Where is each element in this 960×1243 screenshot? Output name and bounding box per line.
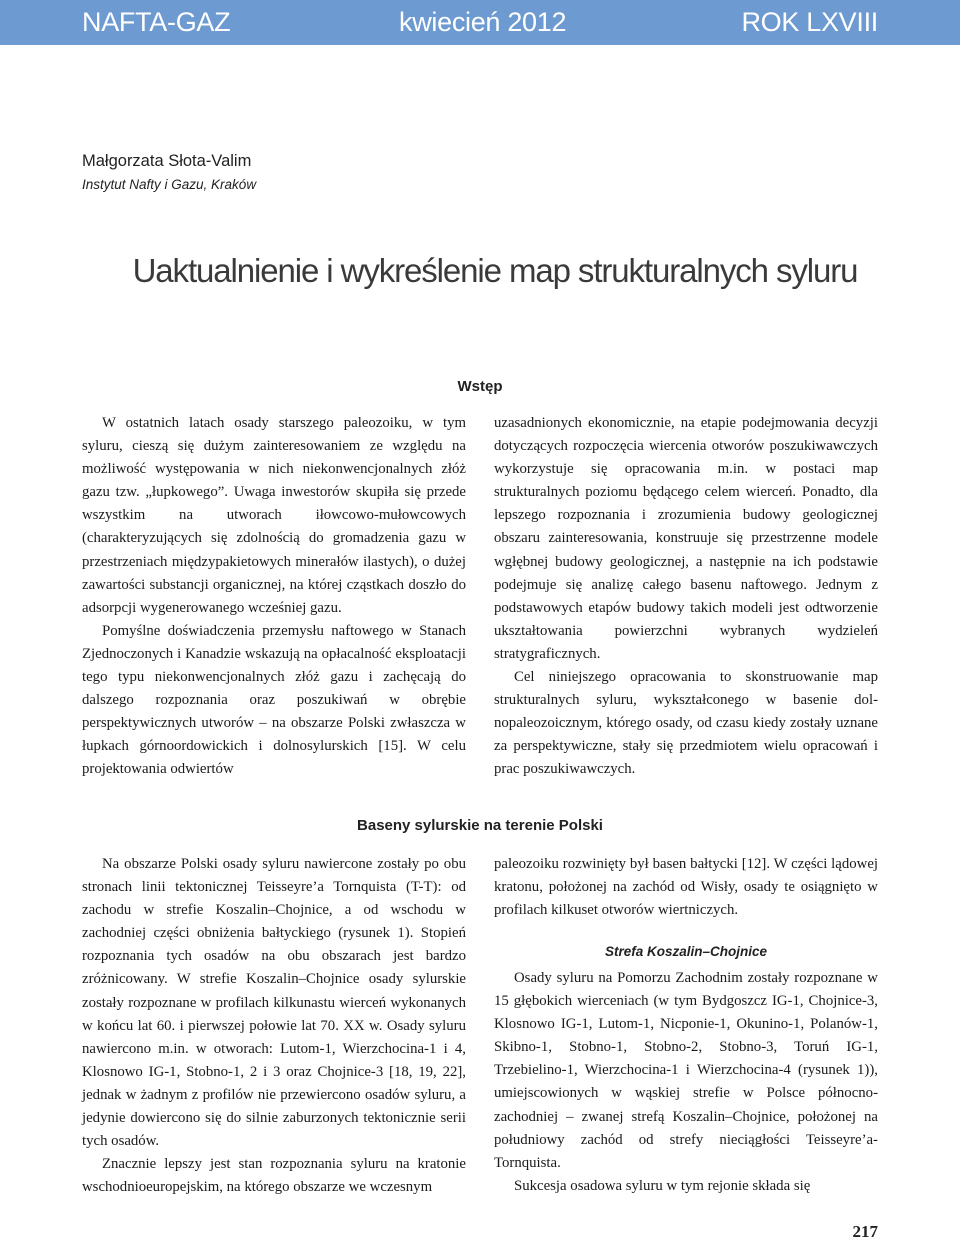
column-left-baseny <box>82 853 466 1199</box>
author-affiliation: Instytut Nafty i Gazu, Kraków <box>82 177 257 192</box>
journal-volume: ROK LXVIII <box>741 7 878 37</box>
journal-header-bar <box>0 0 960 45</box>
paragraph: Na obszarze Polski osady syluru nawiercone zostały po obu stronach linii tektonicznej Teisseyre’a Tornquista (T-T): od zachodu w strefie Koszalin–Chojnice, a od wschodu w zachodniej części obniżenia bałtyckiego (rysunek 1). Stopień rozpoznania tych osadów na obu obszarach jest bardzo zróżnicowany. W strefie Koszalin–Chojnice osady sylurskie zostały rozpoznane w profilach kilkunastu wierceń wykonanych w końcu lat 60. i pierwszej połowie lat 70. XX w. Osady syluru nawiercono m.in. w otworach: Lutom-1, Wierzchocina-1 i 4, Klosnowo IG-1, Stobno-1, 2 i 3 oraz Chojnice-3 [18, 19, 22], jednak w żadnym z profilów nie przewiercono osadów syluru, a jedynie dowiercono się do silnie zaburzonych tektonicznie serii tych osadów. <box>82 856 466 1150</box>
column-right-wstep <box>494 412 878 782</box>
column-left-wstep <box>82 412 466 782</box>
author-name: Małgorzata Słota-Valim <box>82 152 252 170</box>
journal-name: NAFTA-GAZ <box>82 7 231 37</box>
article-title: Uaktualnienie i wykreślenie map strukturalnych syluru <box>132 252 858 289</box>
paragraph: Osady syluru na Pomorzu Zachodnim zostały rozpoznane w 15 głębokich wierceniach (w tym Bydgoszcz IG-1, Chojnice-3, Klosnowo IG-1, Lutom-1, Nicponie-1, Okunino-1, Polanów-1, Skibno-1, Stobno-1, Stobno-2, Stobno-3, Toruń IG-1, Trzebielino-1, Wierzchocina-1 i Wierzchocina-4 (rysunek 1)), umiejscowionych w wąskiej strefie w Polsce północno-zachodniej – zwanej strefą Koszalin–Chojnice, położonej na południowy zachód od strefy nieciągłości Teisseyre’a-Tornquista. <box>494 970 878 1171</box>
section-heading-wstep: Wstęp <box>457 378 503 395</box>
subsection-heading-strefa: Strefa Koszalin–Chojnice <box>604 944 768 959</box>
paragraph: W ostatnich latach osady starszego paleozoiku, w tym syluru, cieszą się dużym zainteresowaniem ze względu na możliwość występowania w nich niekonwencjonalnych złóż gazu tzw. „łupkowego”. Uwaga inwestorów skupiła się przede wszystkim na utworach iłowcowo-mułowcowych (charakteryzujących się zdolnością do gromadzenia gazu w przestrzeniach międzypakietowych minerałów ilastych), o dużej zawartości substancji organicznej, na której cząstkach doszło do adsorpcji wygenerowanego wcześniej gazu. <box>82 415 466 616</box>
paragraph: Pomyślne doświadczenia przemysłu naftowego w Stanach Zjednoczonych i Kanadzie wskazują na opłacalność eksploatacji tego typu niekonwencjonalnych złóż gazu i zachęcają do dalszego rozpoznania oraz poszukiwań w obrębie perspektywicznych utworów – na obszarze Polski zwłaszcza w łupkach górnoordowickich i dolnosylurskich [15]. W celu projektowania odwiertów <box>82 622 466 778</box>
paragraph: Znacznie lepszy jest stan rozpoznania syluru na kratonie wschodnioeuropejskim, na którego obszarze we wczesnym <box>82 1156 466 1196</box>
column-right-strefa <box>494 967 878 1198</box>
issue-date: kwiecień 2012 <box>399 7 567 37</box>
paragraph: Sukcesja osadowa syluru w tym rejonie składa się <box>514 1177 811 1194</box>
section-heading-baseny: Baseny sylurskie na terenie Polski <box>357 817 603 834</box>
paragraph: Cel niniejszego opracowania to skonstruowanie map strukturalnych syluru, wykształconego w basenie dolnopaleozoicznym, którego osady, od czasu kiedy zostały uznane za perspektywiczne, stały się przedmiotem wielu opracowań i prac poszukiwawczych. <box>494 669 878 778</box>
paragraph-continuation: uzasadnionych ekonomicznie, na etapie podejmowania decyzji dotyczących rozpoczęcia wiercenia otworów poszukiwawczych wykorzystuje się opracowania m.in. w postaci map strukturalnych poziomu będącego celem wierceń. Ponadto, dla lepszego rozpoznania i zrozumienia budowy geologicznej obszaru zainteresowania, konstruuje się przestrzenne modele wgłębnej budowy geologicznej, a następnie na ich podstawie podejmuje się analizę całego basenu naftowego. Jednym z podstawowych etapów budowy takich modeli jest odtworzenie ukształtowania powierzchni wybranych wydzieleń stratygraficznych. <box>494 415 878 662</box>
column-right-baseny <box>494 853 878 922</box>
page-number: 217 <box>852 1222 878 1241</box>
paragraph-continuation: paleozoiku rozwinięty był basen bałtycki [12]. W części lądowej kratonu, położonej na zachód od Wisły, osady te osiągnięto w profilach kilkuset otworów wiertniczych. <box>494 856 878 919</box>
